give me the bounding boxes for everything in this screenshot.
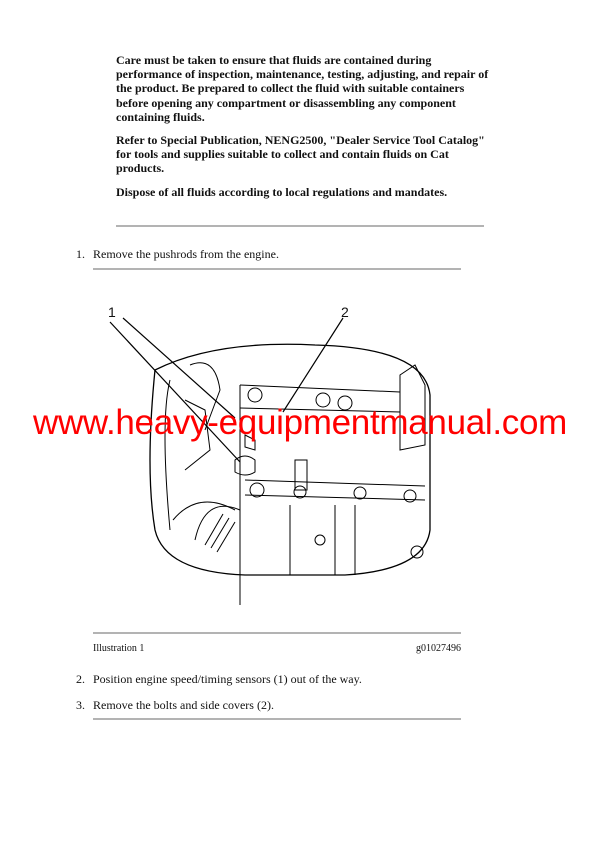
step-number: 1. [76, 247, 85, 261]
illustration-engine-side-covers [95, 300, 495, 620]
step-3 [76, 698, 274, 712]
figure-caption-id: g01027496 [416, 643, 461, 654]
divider [93, 718, 461, 720]
notice-paragraph: Dispose of all fluids according to local regulations and mandates. [116, 184, 448, 199]
step-text: Remove the pushrods from the engine. [93, 247, 279, 261]
divider [116, 225, 484, 227]
step-text: Position engine speed/timing sensors (1) out of the way. [93, 672, 362, 686]
callout-1: 1 [108, 304, 116, 320]
step-number: 2. [76, 672, 85, 686]
divider [93, 268, 461, 270]
divider [93, 632, 461, 634]
notice-paragraph: Refer to Special Publication, NENG2500, "Dealer Service Tool Catalog" for tools and supplies suitable to collect and contain fluids on Cat products. [116, 133, 485, 176]
step-number: 3. [76, 698, 85, 712]
step-2 [76, 672, 362, 686]
figure-caption-label: Illustration 1 [93, 643, 145, 654]
engine-line-drawing [95, 300, 495, 620]
notice-paragraph: Care must be taken to ensure that fluids are contained during performance of inspection, maintenance, testing, adjusting, and repair of the product. Be prepared to collect the fluid with suitable containers before opening any compartment or disassembling any component containing fluids. [116, 53, 489, 124]
step-text: Remove the bolts and side covers (2). [93, 698, 274, 712]
step-1 [76, 247, 279, 261]
callout-2: 2 [341, 304, 349, 320]
fluid-containment-notice [116, 53, 496, 208]
watermark-text: www.heavy-equipmentmanual.com [32, 403, 568, 442]
